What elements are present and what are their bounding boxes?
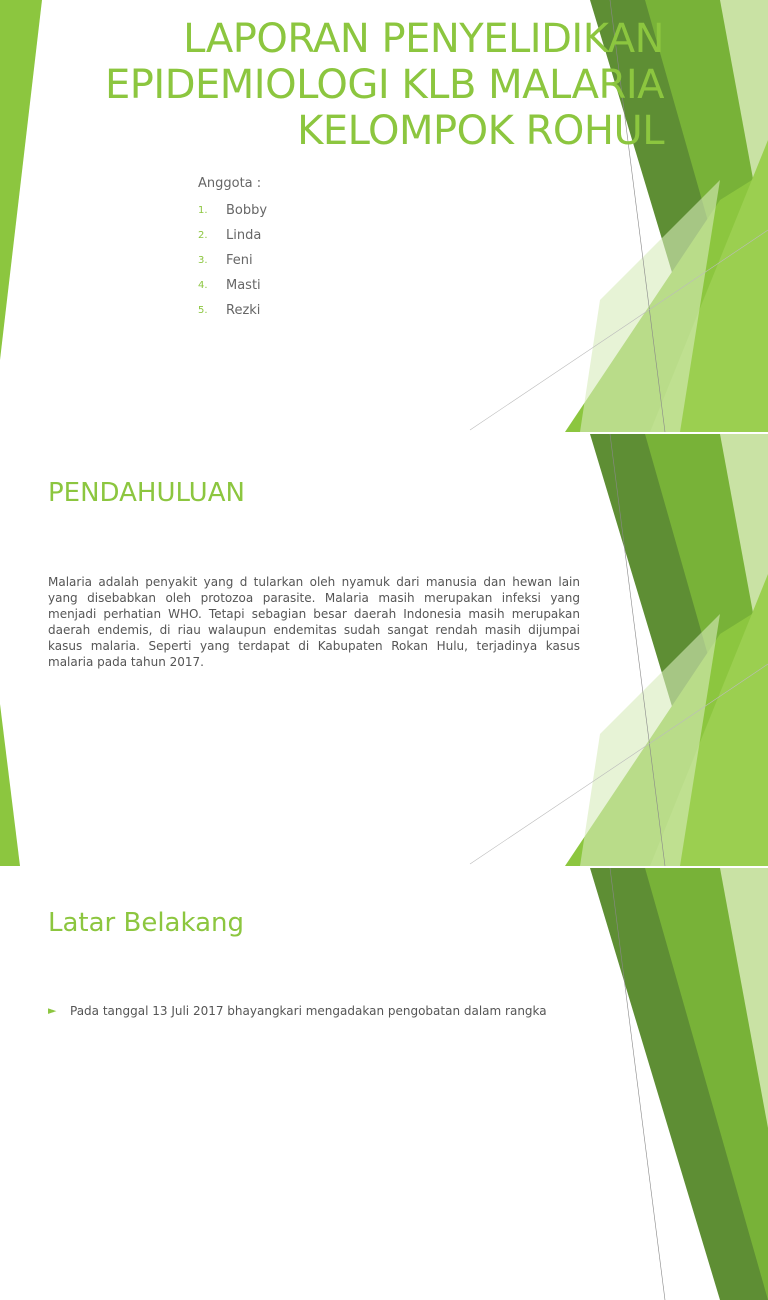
members-list: [198, 198, 267, 323]
slide-latar-belakang: [0, 868, 768, 1300]
bullet-item: ► Pada tanggal 13 Juli 2017 bhayangkari mengadakan pengobatan dalam rangka: [48, 1004, 547, 1018]
list-item: 1. Bobby: [198, 203, 268, 218]
presentation-title: LAPORAN PENYELIDIKAN EPIDEMIOLOGI KLB MALARIA KELOMPOK ROHUL: [105, 16, 664, 154]
body-paragraph: Malaria adalah penyakit yang d tularkan oleh nyamuk dari manusia dan hewan lain yang disebabkan oleh protozoa parasite. Malaria masih merupakan infeksi yang menjadi perhatian WHO. Tetapi sebagian besar daerah Indonesia masih merupakan daerah endemis, di riau walaupun endemitas sudah sangat rendah masih dijumpai kasus malaria. Seperti yang terdapat di Kabupaten Rokan Hulu, terjadinya kasus malaria pada tahun 2017.: [48, 575, 580, 669]
members-heading: Anggota :: [198, 176, 262, 191]
slide-pendahuluan: [0, 434, 768, 866]
section-heading: Latar Belakang: [48, 908, 245, 938]
section-heading: PENDAHULUAN: [48, 478, 245, 508]
slide-title: [0, 0, 768, 432]
arrow-bullet-icon: ►: [48, 1004, 57, 1017]
list-item: 4. Masti: [198, 278, 261, 293]
list-item: 5. Rezki: [198, 303, 261, 318]
list-item: 2. Linda: [198, 228, 262, 243]
list-item: 3. Feni: [198, 253, 253, 268]
